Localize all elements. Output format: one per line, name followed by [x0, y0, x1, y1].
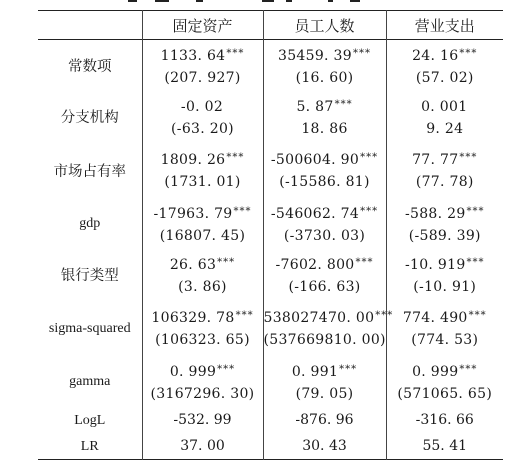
regression-table [38, 10, 503, 460]
row-label: 常数项 [68, 59, 112, 75]
table-cell: 37. 00 [142, 433, 263, 460]
t-value: (774. 53) [411, 332, 479, 348]
row-label: 银行类型 [60, 268, 119, 284]
t-value: (57. 02) [415, 69, 474, 86]
row-label: sigma-squared [48, 320, 131, 336]
coefficient: 106329. 78 [151, 310, 235, 326]
coefficient: 24. 16 [412, 47, 459, 64]
table-cell [142, 91, 263, 142]
table-cell [263, 356, 386, 407]
coefficient: 774. 490 [402, 310, 468, 326]
table-row [38, 407, 503, 433]
t-value: (571065. 65) [397, 385, 493, 402]
table-cell: 55. 41 [386, 433, 503, 460]
coefficient: -10. 919 [404, 256, 466, 273]
cropped-caption-fragment [0, 0, 531, 3]
row-label: 市场占有率 [53, 163, 126, 180]
significance-stars: *** [226, 47, 245, 59]
coefficient: 77. 77 [412, 152, 459, 168]
table-cell: 30. 43 [263, 433, 386, 460]
table-row [38, 356, 503, 407]
coefficient: 26. 63 [169, 256, 217, 273]
significance-stars: *** [459, 152, 478, 163]
table-cell [263, 198, 386, 249]
t-value: (-10. 91) [413, 278, 477, 295]
table-cell [386, 249, 503, 300]
t-value: (77. 78) [415, 174, 474, 190]
significance-stars: *** [466, 256, 485, 268]
t-value: (16. 60) [295, 69, 354, 86]
t-value: (-166. 63) [288, 278, 361, 295]
table-cell: -876. 96 [263, 407, 386, 433]
significance-stars: *** [339, 363, 358, 375]
table-cell [142, 142, 263, 198]
table-cell [386, 91, 503, 142]
coefficient: -500604. 90 [270, 152, 360, 168]
coefficient: 538027470. 00 [263, 310, 375, 326]
row-label: LR [80, 438, 99, 454]
row-label: LogL [74, 412, 106, 428]
table-row [38, 142, 503, 198]
coefficient: -7602. 800 [275, 256, 355, 273]
regression-table-container [38, 10, 503, 460]
header-blank [38, 11, 142, 40]
table-row [38, 300, 503, 356]
t-value: (79. 05) [295, 385, 354, 402]
coefficient: 0. 001 [421, 98, 468, 115]
t-value: (16807. 45) [159, 227, 246, 244]
t-value: (207. 927) [164, 69, 241, 86]
header-row [38, 11, 503, 40]
table-cell [386, 198, 503, 249]
coefficient: -0. 02 [180, 98, 224, 115]
table-row [38, 198, 503, 249]
coefficient: 0. 999 [169, 363, 217, 380]
row-label: gdp [79, 216, 101, 231]
header-employees: 员工人数 [263, 11, 386, 40]
table-cell [263, 40, 386, 92]
table-cell [386, 300, 503, 356]
t-value: (-3730. 03) [283, 227, 366, 244]
coefficient: 0. 991 [291, 363, 339, 380]
t-value: 9. 24 [426, 120, 464, 137]
significance-stars: *** [233, 205, 252, 217]
table-cell [263, 300, 394, 356]
table-cell [263, 91, 386, 142]
table-row [38, 91, 503, 142]
table-row [38, 433, 503, 460]
coefficient: -17963. 79 [153, 205, 233, 222]
significance-stars: *** [235, 310, 254, 321]
significance-stars: *** [355, 256, 374, 268]
coefficient: 5. 87 [296, 98, 334, 115]
t-value: (-589. 39) [408, 227, 481, 244]
significance-stars: *** [360, 152, 379, 163]
significance-stars: *** [466, 205, 485, 217]
table-cell [386, 142, 503, 198]
table-cell [263, 142, 386, 198]
table-cell: -316. 66 [386, 407, 503, 433]
table-cell [263, 249, 386, 300]
table-cell [386, 40, 503, 92]
table-cell [142, 40, 263, 92]
significance-stars: *** [360, 205, 379, 217]
table-row [38, 249, 503, 300]
t-value: (-15586. 81) [279, 174, 370, 190]
significance-stars: *** [352, 47, 371, 59]
t-value: (1731. 01) [164, 174, 241, 190]
significance-stars: *** [375, 310, 394, 321]
t-value: (106323. 65) [155, 332, 250, 348]
row-label: gamma [69, 374, 111, 389]
t-value: (-63. 20) [171, 120, 234, 137]
significance-stars: *** [334, 98, 353, 110]
table-cell [142, 249, 263, 300]
coefficient: 1133. 64 [160, 47, 226, 64]
table-cell [142, 198, 263, 249]
significance-stars: *** [468, 310, 487, 321]
significance-stars: *** [459, 363, 478, 375]
coefficient: -546062. 74 [270, 205, 360, 222]
header-operating-expense: 营业支出 [386, 11, 503, 40]
significance-stars: *** [217, 363, 236, 375]
row-label: 分支机构 [60, 110, 119, 126]
table-cell [142, 300, 263, 356]
table-row [38, 40, 503, 92]
table-cell [386, 356, 503, 407]
table-cell [142, 356, 263, 407]
coefficient: -588. 29 [404, 205, 466, 222]
significance-stars: *** [226, 152, 245, 163]
coefficient: 35459. 39 [278, 47, 352, 64]
t-value: (3. 86) [178, 278, 227, 295]
significance-stars: *** [459, 47, 478, 59]
coefficient: 1809. 26 [160, 152, 226, 168]
significance-stars: *** [217, 256, 236, 268]
header-fixed-assets: 固定资产 [142, 11, 263, 40]
table-cell: -532. 99 [142, 407, 263, 433]
t-value: (3167296. 30) [150, 385, 255, 402]
t-value: 18. 86 [301, 120, 348, 137]
t-value: (537669810. 00) [263, 332, 386, 348]
coefficient: 0. 999 [412, 363, 459, 380]
